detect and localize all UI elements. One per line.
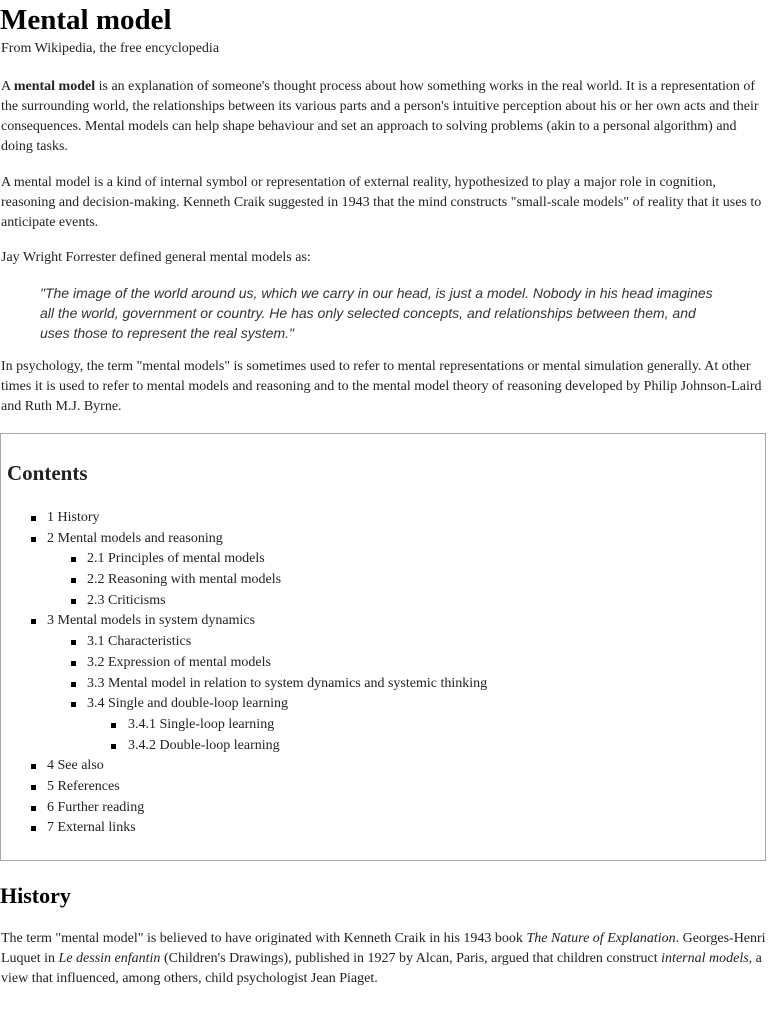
toc-item (1, 674, 487, 695)
toc-item (1, 798, 487, 819)
toc-link[interactable]: 2.2 Reasoning with mental models (87, 572, 282, 588)
toc-item (1, 736, 487, 757)
forrester-quote: "The image of the world around us, which we carry in our head, is just a model. Nobody in his head imagines all the world, government or country. He has only selected concepts, and relationships between them, and uses those to represent the real system." (40, 285, 713, 341)
toc-link[interactable]: 3.4.2 Double-loop learning (128, 737, 280, 753)
square-bullet-icon (71, 682, 76, 687)
toc-item (1, 508, 487, 529)
toc-item (1, 715, 487, 736)
history-book-title: The Nature of Explanation (526, 931, 676, 946)
toc-link[interactable]: 1 History (47, 510, 100, 525)
square-bullet-icon (31, 764, 36, 769)
square-bullet-icon (31, 516, 36, 521)
square-bullet-icon (31, 806, 36, 811)
square-bullet-icon (71, 599, 76, 604)
toc-item (1, 632, 487, 653)
history-text-1: The term "mental model" is believed to have originated with Kenneth Craik in his 1943 book (1, 931, 527, 946)
square-bullet-icon (111, 744, 116, 749)
history-text-2: . Georges-Henri Luquet in (1, 931, 766, 966)
intro-p1-text-a: A (1, 79, 14, 94)
intro-paragraph-3: Jay Wright Forrester defined general mental models as: (1, 250, 311, 265)
toc-item (1, 529, 487, 550)
section-heading-history: History (0, 883, 71, 908)
intro-paragraph-2: A mental model is a kind of internal symbol or representation of external reality, hypothesized to play a major role in cognition, reasoning and decision-making. Kenneth Craik suggested in 1943 that the mind constructs "small-scale models" of reality that it uses to anticipate events. (1, 175, 762, 230)
history-text-4: , a view that influenced, among others, child psychologist Jean Piaget. (1, 951, 762, 986)
toc-list (1, 508, 487, 839)
square-bullet-icon (31, 537, 36, 542)
square-bullet-icon (71, 661, 76, 666)
toc-link[interactable]: 7 External links (47, 820, 136, 836)
page-subtitle: From Wikipedia, the free encyclopedia (1, 41, 220, 56)
toc-item (1, 611, 487, 632)
toc-link[interactable]: 2.3 Criticisms (87, 592, 166, 608)
table-of-contents (0, 433, 766, 861)
square-bullet-icon (71, 702, 76, 707)
history-paragraph (0, 929, 768, 989)
square-bullet-icon (31, 826, 36, 831)
toc-link[interactable]: 2 Mental models and reasoning (47, 530, 223, 546)
intro-paragraph-1 (0, 77, 768, 157)
toc-item (1, 756, 487, 777)
intro-p1-bold-term: mental model (13, 79, 96, 94)
toc-link[interactable]: 3.4 Single and double-loop learning (87, 696, 289, 712)
toc-item (1, 549, 487, 570)
toc-item (1, 570, 487, 591)
toc-link[interactable]: 5 References (47, 778, 120, 794)
square-bullet-icon (71, 557, 76, 562)
square-bullet-icon (111, 723, 116, 728)
history-text-3: (Children's Drawings), published in 1927 by Alcan, Paris, argued that children construct (160, 951, 662, 966)
toc-item (1, 591, 487, 612)
intro-p1-text-b: is an explanation of someone's thought process about how something works in the real world. It is a representation of the surrounding world, the relationships between its various parts and a person's intuitive perception about his or her own acts and their consequences. Mental models can help shape behaviour and set an approach to solving problems (akin to a personal algorithm) and doing tasks. (1, 79, 759, 154)
toc-link[interactable]: 3 Mental models in system dynamics (47, 613, 256, 629)
toc-item (1, 818, 487, 839)
toc-link[interactable]: 2.1 Principles of mental models (87, 551, 265, 567)
square-bullet-icon (31, 785, 36, 790)
toc-link[interactable]: 3.4.1 Single-loop learning (128, 716, 275, 732)
square-bullet-icon (71, 640, 76, 645)
toc-link[interactable]: 3.3 Mental model in relation to system dynamics and systemic thinking (87, 675, 488, 691)
page-title: Mental model (0, 4, 172, 36)
toc-item (1, 653, 487, 674)
toc-link[interactable]: 3.1 Characteristics (87, 634, 192, 650)
toc-item (1, 777, 487, 798)
toc-item (1, 694, 487, 715)
toc-link[interactable]: 4 See also (47, 758, 104, 774)
intro-paragraph-4: In psychology, the term "mental models" is sometimes used to refer to mental representations or mental simulation generally. At other times it is used to refer to mental models and reasoning and to the mental model theory of reasoning developed by Philip Johnson-Laird and Ruth M.J. Byrne. (1, 359, 762, 414)
history-luquet-title: Le dessin enfantin (58, 951, 161, 966)
toc-link[interactable]: 3.2 Expression of mental models (87, 654, 271, 670)
toc-title: Contents (7, 461, 88, 485)
history-internal-models: internal models (661, 951, 749, 966)
toc-link[interactable]: 6 Further reading (47, 799, 145, 815)
square-bullet-icon (71, 578, 76, 583)
square-bullet-icon (31, 619, 36, 624)
